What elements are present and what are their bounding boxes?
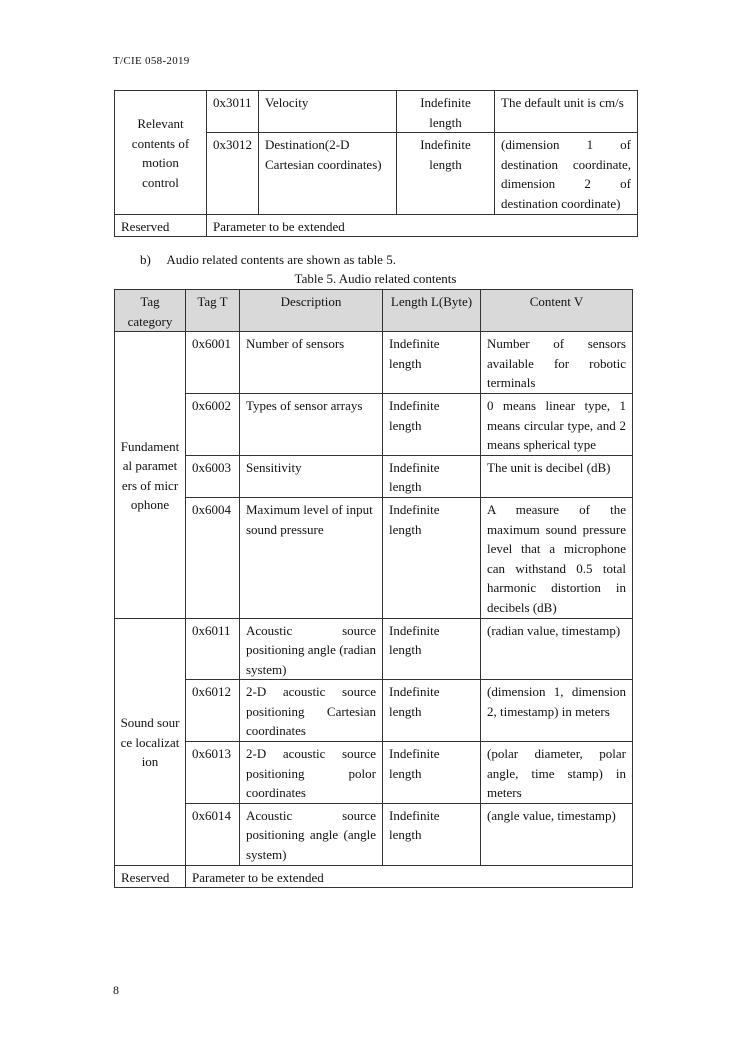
tag-cell: 0x3012: [207, 133, 259, 214]
tag-cell: 0x6001: [186, 332, 240, 394]
table-row: [115, 865, 633, 888]
content-cell: (polar diameter, polar angle, time stamp) in meters: [481, 742, 633, 804]
header-description: Description: [240, 290, 383, 332]
group-label-motion-control: Relevant contents of motion control: [115, 91, 207, 215]
length-cell: Indefinite length: [383, 742, 481, 804]
content-cell: A measure of the maximum sound pressure level that a microphone can withstand 0.5 total harmonic distortion in decibels (dB): [481, 497, 633, 618]
header-tag-category: Tag category: [115, 290, 186, 332]
content-cell: (angle value, timestamp): [481, 803, 633, 865]
length-cell: Indefinite length: [383, 455, 481, 497]
tag-cell: 0x6004: [186, 497, 240, 618]
reserved-text: Parameter to be extended: [186, 865, 633, 888]
audio-contents-table: [114, 289, 633, 888]
description-cell: Acoustic source positioning angle (radian system): [240, 618, 383, 680]
tag-cell: 0x6002: [186, 393, 240, 455]
table-row: [115, 803, 633, 865]
list-item-b: b) Audio related contents are shown as table 5.: [140, 252, 396, 267]
description-cell: Sensitivity: [240, 455, 383, 497]
group-label-localization: Sound source localization: [115, 618, 186, 865]
length-cell: Indefinite length: [383, 618, 481, 680]
tag-cell: 0x6003: [186, 455, 240, 497]
tag-cell: 0x6011: [186, 618, 240, 680]
length-cell: Indefinite length: [383, 332, 481, 394]
description-cell: Types of sensor arrays: [240, 393, 383, 455]
page-number: 8: [113, 983, 119, 997]
table-row: [115, 455, 633, 497]
length-cell: Indefinite length: [397, 91, 495, 133]
table-caption: Table 5. Audio related contents: [294, 271, 457, 286]
content-cell: Number of sensors available for robotic terminals: [481, 332, 633, 394]
tag-cell: 0x6013: [186, 742, 240, 804]
table-row: [115, 742, 633, 804]
description-cell: Velocity: [259, 91, 397, 133]
table-row: [115, 214, 638, 237]
document-header: T/CIE 058-2019: [113, 55, 190, 67]
motion-control-table: [114, 90, 638, 237]
reserved-text: Parameter to be extended: [207, 214, 638, 237]
length-cell: Indefinite length: [383, 497, 481, 618]
table-row: [115, 91, 638, 133]
length-cell: Indefinite length: [383, 393, 481, 455]
content-cell: (dimension 1 of destination coordinate, dimension 2 of destination coordinate): [495, 133, 638, 214]
length-cell: Indefinite length: [383, 803, 481, 865]
table-row: [115, 332, 633, 394]
description-cell: Destination(2-D Cartesian coordinates): [259, 133, 397, 214]
description-cell: 2-D acoustic source positioning Cartesian coordinates: [240, 680, 383, 742]
table-row: [115, 393, 633, 455]
description-cell: Acoustic source positioning angle (angle system): [240, 803, 383, 865]
header-content: Content V: [481, 290, 633, 332]
length-cell: Indefinite length: [383, 680, 481, 742]
length-cell: Indefinite length: [397, 133, 495, 214]
reserved-label: Reserved: [115, 214, 207, 237]
tag-cell: 0x6012: [186, 680, 240, 742]
table-header-row: [115, 290, 633, 332]
content-cell: 0 means linear type, 1 means circular type, and 2 means spherical type: [481, 393, 633, 455]
content-cell: The default unit is cm/s: [495, 91, 638, 133]
content-cell: (radian value, timestamp): [481, 618, 633, 680]
table-row: [115, 618, 633, 680]
description-cell: 2-D acoustic source positioning polor coordinates: [240, 742, 383, 804]
tag-cell: 0x6014: [186, 803, 240, 865]
group-label-microphone: Fundamental parameters of microphone: [115, 332, 186, 618]
table-row: [115, 680, 633, 742]
header-length: Length L(Byte): [383, 290, 481, 332]
description-cell: Maximum level of input sound pressure: [240, 497, 383, 618]
content-cell: The unit is decibel (dB): [481, 455, 633, 497]
tag-cell: 0x3011: [207, 91, 259, 133]
description-cell: Number of sensors: [240, 332, 383, 394]
reserved-label: Reserved: [115, 865, 186, 888]
content-cell: (dimension 1, dimension 2, timestamp) in meters: [481, 680, 633, 742]
table-row: [115, 497, 633, 618]
header-tag-t: Tag T: [186, 290, 240, 332]
